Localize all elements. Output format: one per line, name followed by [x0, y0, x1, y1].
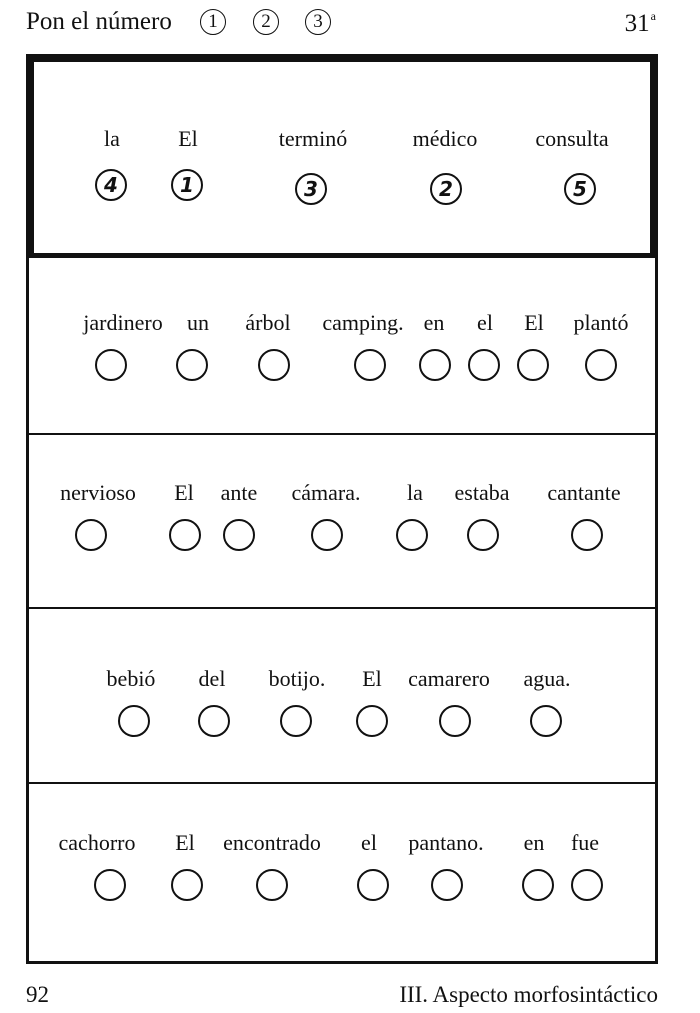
answer-circle[interactable] [467, 519, 499, 551]
word-label: El [524, 310, 544, 335]
exercise-row-3 [29, 607, 655, 783]
word-label: jardinero [83, 310, 163, 335]
example-answer: 1 [171, 169, 203, 201]
answer-circle[interactable] [522, 869, 554, 901]
example-word: consulta [535, 126, 609, 151]
exercise-row-4 [29, 782, 655, 964]
word-label: bebió [106, 666, 156, 691]
answer-circle[interactable] [256, 869, 288, 901]
number-mark-3: 3 [305, 9, 331, 35]
word-label: botijo. [268, 666, 326, 691]
word-label: del [198, 666, 226, 691]
word-label: El [174, 480, 194, 505]
answer-circle[interactable] [396, 519, 428, 551]
number-mark-1: 1 [200, 9, 226, 35]
answer-circle[interactable] [468, 349, 500, 381]
answer-circle[interactable] [431, 869, 463, 901]
answer-circle[interactable] [530, 705, 562, 737]
word-label: la [407, 480, 423, 505]
number-mark-2: 2 [253, 9, 279, 35]
example-answer: 4 [95, 169, 127, 201]
answer-circle[interactable] [357, 869, 389, 901]
example-word: El [178, 126, 198, 151]
answer-circle[interactable] [311, 519, 343, 551]
word-label: agua. [523, 666, 571, 691]
page-header [0, 0, 700, 50]
word-label: en [423, 310, 445, 335]
word-label: camping. [322, 310, 404, 335]
answer-circle[interactable] [356, 705, 388, 737]
exercise-number: 31$^a$ [624, 9, 656, 37]
word-label: estaba [454, 480, 510, 505]
answer-circle[interactable] [94, 869, 126, 901]
example-answer: 2 [430, 173, 462, 205]
exercise-row-2 [29, 433, 655, 608]
answer-circle[interactable] [176, 349, 208, 381]
example-word: médico [412, 126, 478, 151]
page-number: 92 [26, 982, 49, 1007]
word-label: el [477, 310, 493, 335]
word-label: El [362, 666, 382, 691]
instruction-text: Pon el número [26, 8, 172, 35]
word-label: cámara. [291, 480, 361, 505]
answer-circle[interactable] [280, 705, 312, 737]
answer-circle[interactable] [258, 349, 290, 381]
word-label: nervioso [60, 480, 136, 505]
section-title: III. Aspecto morfosintáctico [399, 982, 658, 1007]
word-label: en [523, 830, 545, 855]
answer-circle[interactable] [354, 349, 386, 381]
answer-circle[interactable] [517, 349, 549, 381]
example-word: la [104, 126, 120, 151]
exercise-row-1 [29, 258, 655, 434]
word-label: pantano. [408, 830, 484, 855]
word-label: plantó [573, 310, 629, 335]
example-answer: 5 [564, 173, 596, 205]
answer-circle[interactable] [118, 705, 150, 737]
answer-circle[interactable] [571, 869, 603, 901]
answer-circle[interactable] [171, 869, 203, 901]
exercise-frame [26, 54, 658, 964]
example-box [29, 57, 655, 258]
word-label: el [361, 830, 377, 855]
word-label: cantante [547, 480, 621, 505]
answer-circle[interactable] [95, 349, 127, 381]
answer-circle[interactable] [198, 705, 230, 737]
word-label: camarero [408, 666, 490, 691]
word-label: árbol [245, 310, 291, 335]
word-label: un [187, 310, 209, 335]
word-label: El [175, 830, 195, 855]
word-label: encontrado [223, 830, 321, 855]
word-label: cachorro [58, 830, 136, 855]
answer-circle[interactable] [585, 349, 617, 381]
example-word: terminó [278, 126, 348, 151]
answer-circle[interactable] [439, 705, 471, 737]
word-label: ante [220, 480, 258, 505]
answer-circle[interactable] [169, 519, 201, 551]
answer-circle[interactable] [75, 519, 107, 551]
answer-circle[interactable] [419, 349, 451, 381]
example-answer: 3 [295, 173, 327, 205]
word-label: fue [570, 830, 600, 855]
answer-circle[interactable] [571, 519, 603, 551]
answer-circle[interactable] [223, 519, 255, 551]
